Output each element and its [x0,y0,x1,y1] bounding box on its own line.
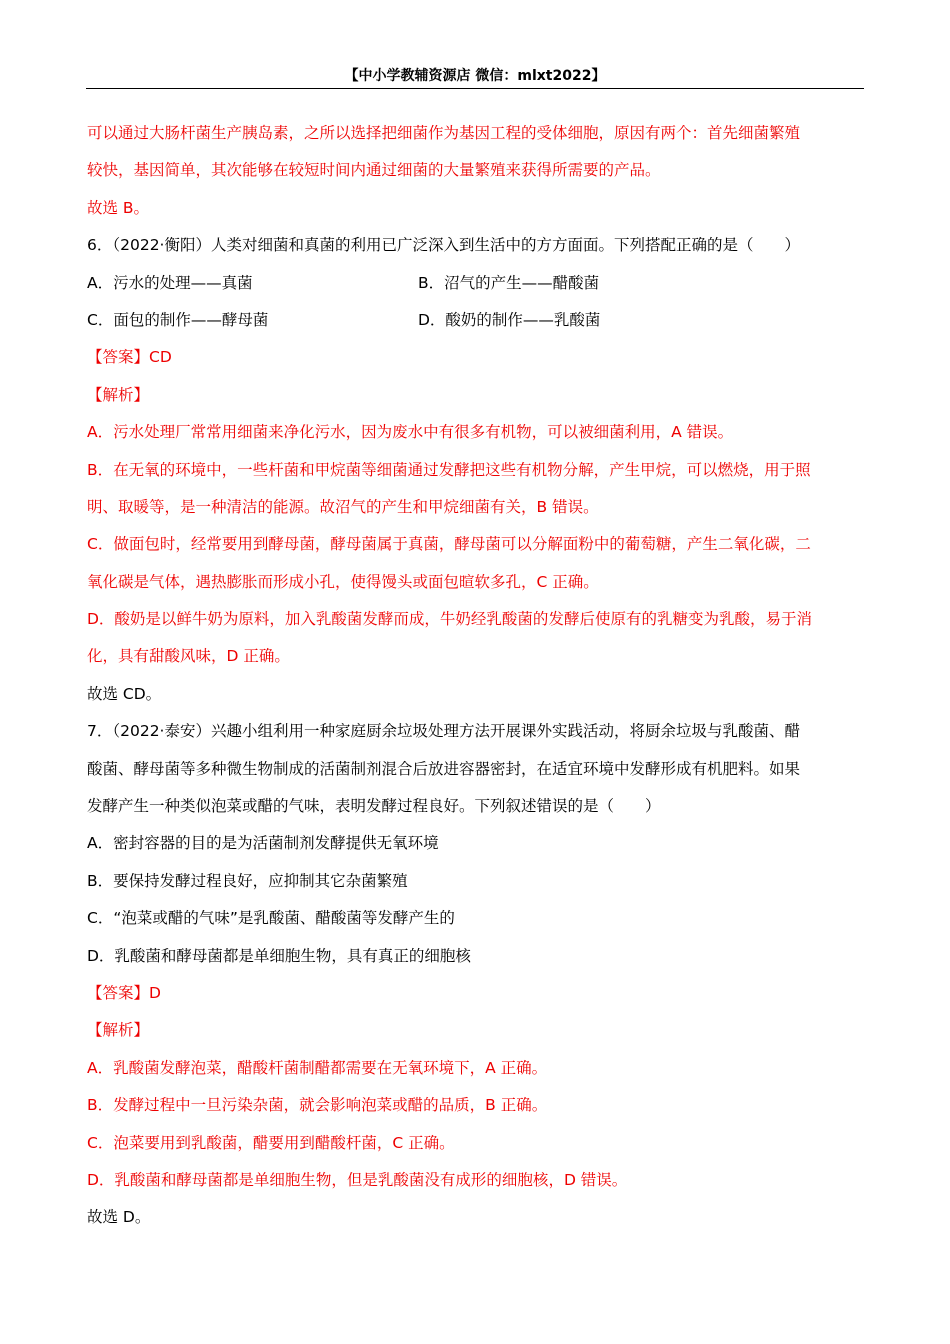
analysis-line: C．泡菜要用到乳酸菌，醋要用到醋酸杆菌，C 正确。 [87,1133,455,1152]
analysis-line: 氧化碳是气体，遇热膨胀而形成小孔，使得馒头或面包暄软多孔，C 正确。 [87,572,599,591]
analysis-line: C．做面包时，经常要用到酵母菌，酵母菌属于真菌，酵母菌可以分解面粉中的葡萄糖，产生二氧化碳，二 [87,535,811,554]
document-body [87,115,865,1237]
question-6-stem: 6．（2022·衡阳）人类对细菌和真菌的利用已广泛深入到生活中的方方面面。下列搭配正确的是（ ） [87,236,800,255]
option-a: A．污水的处理——真菌 [87,273,253,292]
answer-line: 【答案】D [87,983,161,1002]
option-d: D．酸奶的制作——乳酸菌 [418,310,601,329]
option-a: A．密封容器的目的是为活菌制剂发酵提供无氧环境 [87,834,439,853]
question-7-stem-line: 酸菌、酵母菌等多种微生物制成的活菌制剂混合后放进容器密封，在适宜环境中发酵形成有机肥料。如果 [87,759,801,778]
page-header: 【中小学教辅资源店 微信：mlxt2022】 [86,64,864,89]
analysis-line: B．发酵过程中一旦污染杂菌，就会影响泡菜或醋的品质，B 正确。 [87,1096,548,1115]
option-d: D．乳酸菌和酵母菌都是单细胞生物，具有真正的细胞核 [87,946,471,965]
analysis-line: 明、取暖等，是一种清洁的能源。故沼气的产生和甲烷细菌有关，B 错误。 [87,497,599,516]
question-7-stem-line: 发酵产生一种类似泡菜或醋的气味，表明发酵过程良好。下列叙述错误的是（ ） [87,797,661,816]
option-c: C．面包的制作——酵母菌 [87,310,269,329]
conclusion-line: 故选 D。 [87,1208,151,1227]
question-7-stem-line: 7．（2022·泰安）兴趣小组利用一种家庭厨余垃圾处理方法开展课外实践活动，将厨余垃圾与乳酸菌、醋 [87,722,800,741]
conclusion-line: 故选 CD。 [87,684,162,703]
analysis-line: A．乳酸菌发酵泡菜，醋酸杆菌制醋都需要在无氧环境下，A 正确。 [87,1058,548,1077]
option-b: B．沼气的产生——醋酸菌 [418,273,600,292]
option-c: C．“泡菜或醋的气味”是乳酸菌、醋酸菌等发酵产生的 [87,909,455,928]
question-6-options-row-1 [87,265,865,302]
explanation-line: 可以通过大肠杆菌生产胰岛素，之所以选择把细菌作为基因工程的受体细胞，原因有两个：首先细菌繁殖 [87,124,801,142]
answer-line: 【答案】CD [87,348,172,367]
question-6-options-row-2 [87,302,865,339]
analysis-line: A．污水处理厂常常用细菌来净化污水，因为废水中有很多有机物，可以被细菌利用，A 错误。 [87,423,734,442]
conclusion-line: 故选 B。 [87,198,150,217]
explanation-line: 较快，基因简单，其次能够在较短时间内通过细菌的大量繁殖来获得所需要的产品。 [87,161,661,180]
analysis-line: D．酸奶是以鲜牛奶为原料，加入乳酸菌发酵而成，牛奶经乳酸菌的发酵后使原有的乳糖变为乳酸，易于消 [87,610,812,629]
analysis-title: 【解析】 [87,385,150,404]
option-b: B．要保持发酵过程良好，应抑制其它杂菌繁殖 [87,871,408,890]
analysis-title: 【解析】 [87,1021,150,1040]
analysis-line: 化，具有甜酸风味，D 正确。 [87,647,290,666]
analysis-line: D．乳酸菌和酵母菌都是单细胞生物，但是乳酸菌没有成形的细胞核，D 错误。 [87,1170,628,1189]
analysis-line: B．在无氧的环境中，一些杆菌和甲烷菌等细菌通过发酵把这些有机物分解，产生甲烷，可以燃烧，用于照 [87,460,811,479]
